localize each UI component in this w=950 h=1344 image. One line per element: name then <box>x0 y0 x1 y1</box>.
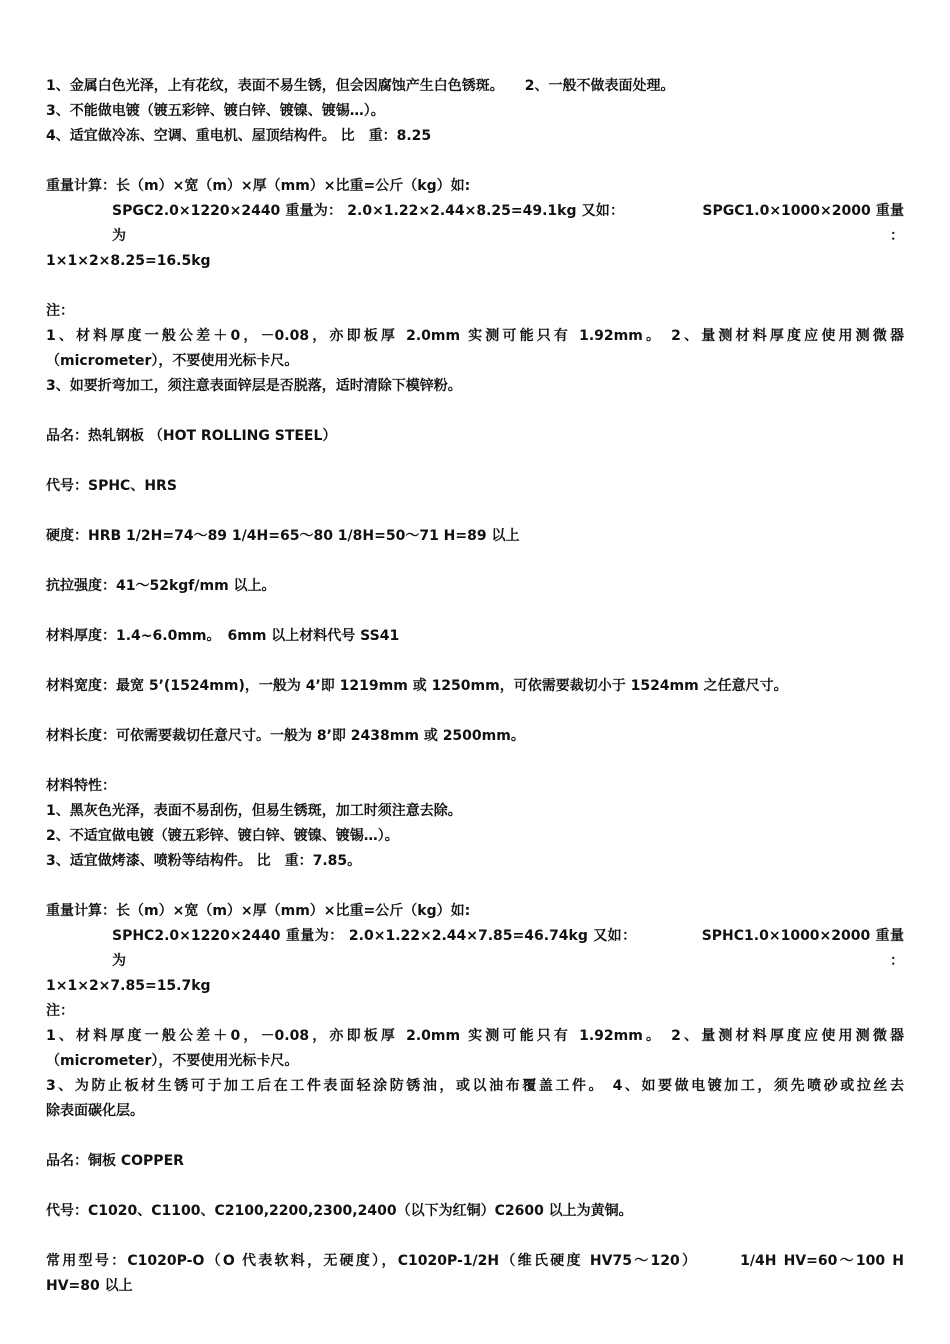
model-line: 常用型号：C1020P-O（O 代表软料，无硬度），C1020P-1/2H（维氏硬度 HV75～120） 1/4H HV=60～100 H <box>46 1253 904 1269</box>
text-line: （micrometer），不要使用光标卡尺。 <box>46 1053 299 1069</box>
product-name-line: 品名：热轧钢板 （HOT ROLLING STEEL） <box>46 428 337 444</box>
blank-line <box>46 149 904 174</box>
blank-line <box>46 499 904 524</box>
text-line: 4、适宜做冷冻、空调、重电机、屋顶结构件。 比 重：8.25 <box>46 128 432 144</box>
note-heading: 注： <box>46 303 74 319</box>
text-line: 3、适宜做烤漆、喷粉等结构件。 比 重：7.85。 <box>46 853 362 869</box>
blank-line <box>46 449 904 474</box>
length-line: 材料长度：可依需要裁切任意尺寸。一般为 8’即 2438mm 或 2500mm。 <box>46 728 525 744</box>
text-line: 除表面碳化层。 <box>46 1103 144 1119</box>
text-line: （micrometer），不要使用光标卡尺。 <box>46 353 299 369</box>
code-line: 代号：C1020、C1100、C2100,2200,2300,2400（以下为红铜）C2600 以上为黄铜。 <box>46 1203 633 1219</box>
text-line: 重量计算：长（m）×宽（m）×厚（mm）×比重=公斤（kg）如: <box>46 903 471 919</box>
properties-heading: 材料特性： <box>46 778 116 794</box>
weight-example-line: SPGC2.0×1220×2440 重量为： 2.0×1.22×2.44×8.25=49.1kg 又如： SPGC1.0×1000×2000 重量为： <box>112 203 904 244</box>
tensile-strength-line: 抗拉强度：41～52kgf/mm 以上。 <box>46 578 276 594</box>
blank-line <box>46 274 904 299</box>
width-line: 材料宽度：最宽 5’(1524mm)，一般为 4’即 1219mm 或 1250mm，可依需要裁切小于 1524mm 之任意尺寸。 <box>46 678 788 694</box>
text-line: 1、黑灰色光泽，表面不易刮伤，但易生锈斑，加工时须注意去除。 <box>46 803 462 819</box>
blank-line <box>46 599 904 624</box>
text-line: 2、不适宜做电镀（镀五彩锌、镀白锌、镀镍、镀锡…）。 <box>46 828 399 844</box>
blank-line <box>46 1224 904 1249</box>
hardness-line: 硬度：HRB 1/2H=74～89 1/4H=65～80 1/8H=50～71 H=89 以上 <box>46 528 520 544</box>
text-line: 1、材料厚度一般公差＋0，－0.08，亦即板厚 2.0mm 实测可能只有 1.92mm。 2、量测材料厚度应使用测微器 <box>46 1028 904 1044</box>
product-name-line: 品名：铜板 COPPER <box>46 1153 184 1169</box>
document-body <box>46 74 904 1299</box>
text-line: 3、为防止板材生锈可于加工后在工件表面轻涂防锈油，或以油布覆盖工件。 4、如要做电镀加工，须先喷砂或拉丝去 <box>46 1078 904 1094</box>
blank-line <box>46 749 904 774</box>
blank-line <box>46 649 904 674</box>
text-line: 1×1×2×8.25=16.5kg <box>46 253 211 269</box>
blank-line <box>46 399 904 424</box>
code-line: 代号：SPHC、HRS <box>46 478 177 494</box>
text-line: 3、不能做电镀（镀五彩锌、镀白锌、镀镍、镀锡…）。 <box>46 103 385 119</box>
weight-example-line: SPHC2.0×1220×2440 重量为： 2.0×1.22×2.44×7.85=46.74kg 又如： SPHC1.0×1000×2000 重量为： <box>112 928 904 969</box>
text-line: 1、材料厚度一般公差＋0，－0.08，亦即板厚 2.0mm 实测可能只有 1.92mm。 2、量测材料厚度应使用测微器 <box>46 328 904 344</box>
text-line: 3、如要折弯加工，须注意表面锌层是否脱落，适时清除下模锌粉。 <box>46 378 462 394</box>
text-line: 重量计算：长（m）×宽（m）×厚（mm）×比重=公斤（kg）如: <box>46 178 471 194</box>
blank-line <box>46 1174 904 1199</box>
text-line: 1、金属白色光泽，上有花纹，表面不易生锈，但会因腐蚀产生白色锈斑。 2、一般不做表面处理。 <box>46 78 675 94</box>
blank-line <box>46 874 904 899</box>
blank-line <box>46 699 904 724</box>
blank-line <box>46 549 904 574</box>
thickness-line: 材料厚度：1.4~6.0mm。 6mm 以上材料代号 SS41 <box>46 628 400 644</box>
text-line: 1×1×2×7.85=15.7kg <box>46 978 211 994</box>
text-line: HV=80 以上 <box>46 1278 133 1294</box>
blank-line <box>46 1124 904 1149</box>
note-heading: 注： <box>46 1003 74 1019</box>
